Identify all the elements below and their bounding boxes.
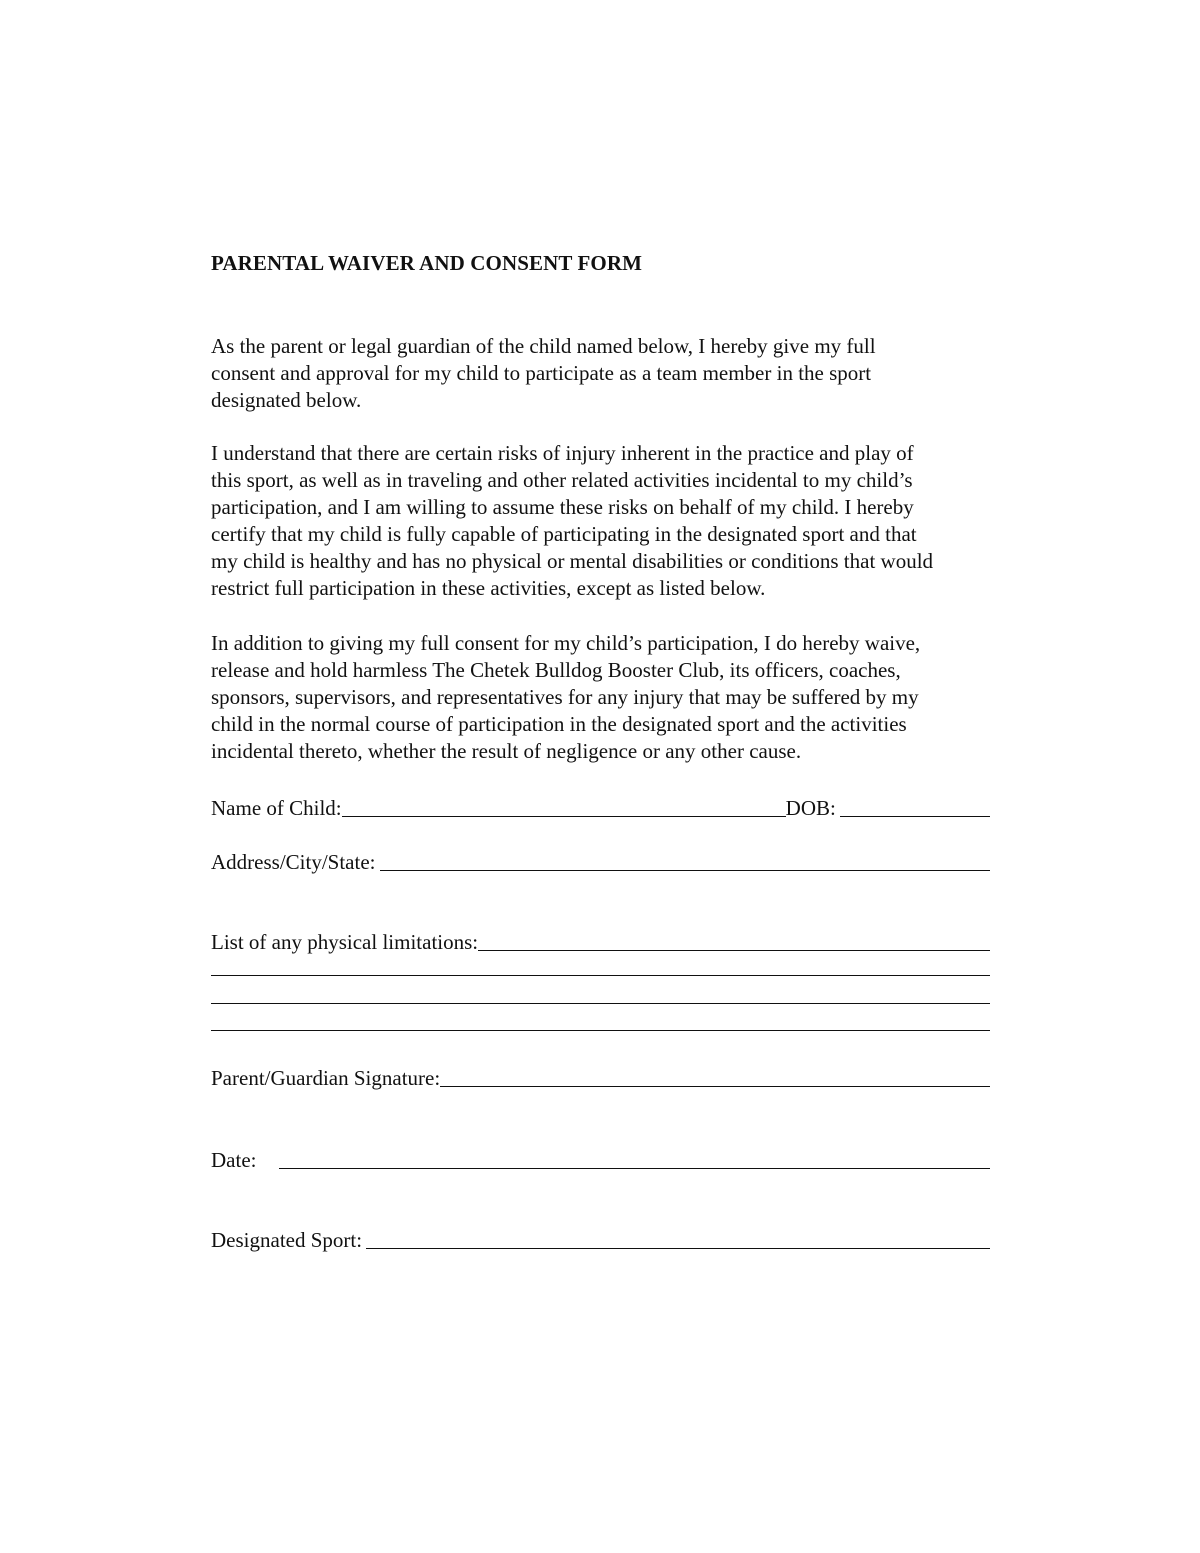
name-of-child-line[interactable] [342,794,786,817]
designated-sport-line[interactable] [366,1226,990,1249]
signature-label: Parent/Guardian Signature: [211,1066,441,1090]
form-title: PARENTAL WAIVER AND CONSENT FORM [211,251,643,275]
address-label: Address/City/State: [211,850,376,874]
address-line[interactable] [380,848,991,871]
paragraph-line: In addition to giving my full consent for my child’s participation, I do hereby waive, [211,631,921,655]
sport-row [211,1224,990,1252]
consent-paragraph [211,333,876,414]
dob-label: DOB: [785,796,836,820]
address-row [211,846,990,874]
paragraph-line: certify that my child is fully capable of participating in the designated sport and that [211,522,917,546]
paragraph-line: release and hold harmless The Chetek Bulldog Booster Club, its officers, coaches, [211,658,901,682]
paragraph-line: restrict full participation in these activities, except as listed below. [211,576,766,600]
paragraph-line: child in the normal course of participation in the designated sport and the activities [211,712,907,736]
date-line[interactable] [279,1146,990,1169]
limitations-extra-line[interactable] [211,975,990,976]
limitations-extra-line[interactable] [211,1003,990,1004]
limitations-line[interactable] [478,928,990,951]
paragraph-line: my child is healthy and has no physical or mental disabilities or conditions that would [211,549,934,573]
paragraph-line: consent and approval for my child to participate as a team member in the sport [211,361,872,385]
name-dob-row [211,792,990,820]
paragraph-line: this sport, as well as in traveling and other related activities incidental to my child’s [211,468,913,492]
paragraph-line: sponsors, supervisors, and representatives for any injury that may be suffered by my [211,685,919,709]
limitations-row [211,926,990,954]
limitations-label: List of any physical limitations: [211,930,479,954]
signature-line[interactable] [440,1064,990,1087]
dob-line[interactable] [840,794,990,817]
paragraph-line: As the parent or legal guardian of the child named below, I hereby give my full [211,334,876,358]
paragraph-line: participation, and I am willing to assume these risks on behalf of my child. I hereby [211,495,914,519]
risk-paragraph [211,440,933,602]
paragraph-line: incidental thereto, whether the result of negligence or any other cause. [211,739,802,763]
name-of-child-label: Name of Child: [211,796,342,820]
waiver-paragraph [211,630,920,765]
date-row [211,1144,990,1172]
designated-sport-label: Designated Sport: [211,1228,363,1252]
paragraph-line: I understand that there are certain risks of injury inherent in the practice and play of [211,441,914,465]
date-label: Date: [211,1148,257,1172]
paragraph-line: designated below. [211,388,362,412]
signature-row [211,1062,990,1090]
limitations-extra-line[interactable] [211,1030,990,1031]
